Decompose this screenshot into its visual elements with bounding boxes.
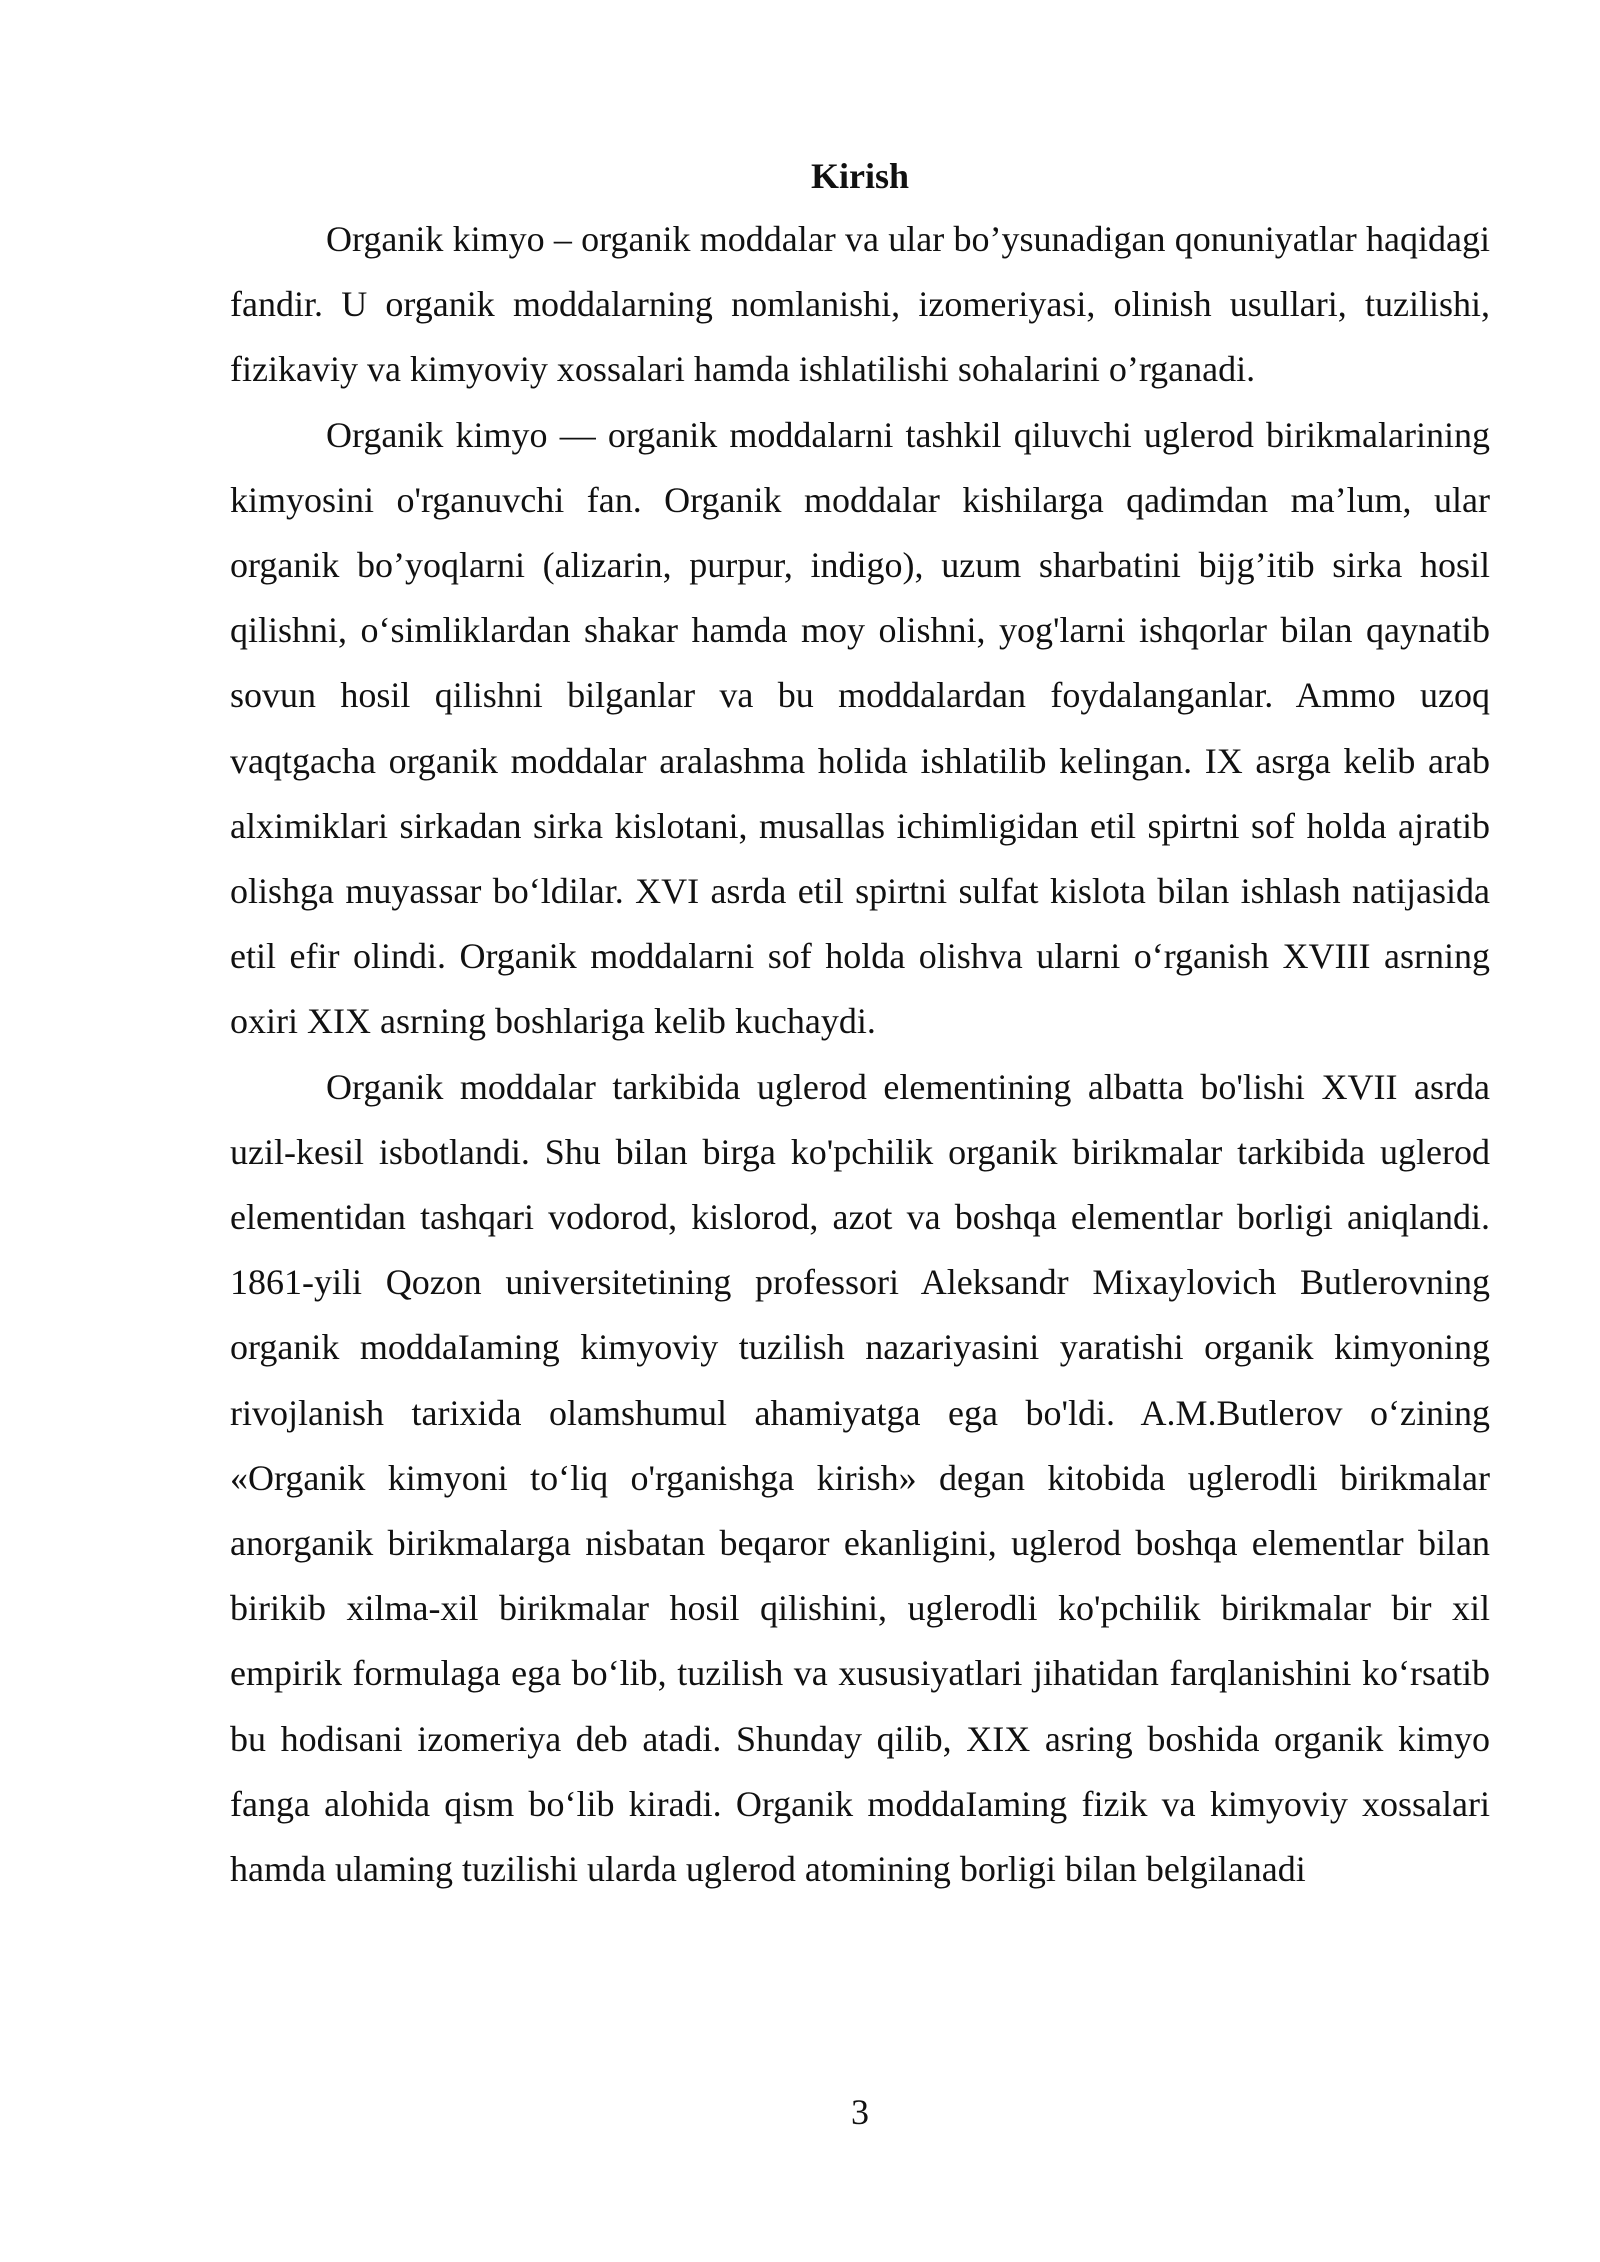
document-page xyxy=(230,0,1490,2262)
paragraph-3: Organik moddalar tarkibida uglerod elementining albatta bo'lishi XVII asrda uzil-kesil isbotlandi. Shu bilan birga ko'pchilik organik birikmalar tarkibida uglerod elementidan tashqari vodorod, kislorod, azot va boshqa elementlar borligi aniqlandi. 1861-yili Qozon universitetining professori Aleksandr Mixaylovich Butlerovning organik moddaIaming kimyoviy tuzilish nazariyasini yaratishi organik kimyoning rivojlanish tarixida olamshumul ahamiyatga ega bo'ldi. A.M.Butlerov o‘zining «Organik kimyoni to‘liq o'rganishga kirish» degan kitobida uglerodli birikmalar anorganik birikmalarga nisbatan beqaror ekanligini, uglerod boshqa elementlar bilan birikib xilma-xil birikmalar hosil qilishini, uglerodli ko'pchilik birikmalar bir xil empirik formulaga ega bo‘lib, tuzilish va xususiyatlari jihatidan farqlanishini ko‘rsatib bu hodisani izomeriya deb atadi. Shunday qilib, XIX asring boshida organik kimyo fanga alohida qism bo‘lib kiradi. Organik moddaIaming fizik va kimyoviy xossalari hamda ulaming tuzilishi ularda uglerod atomining borligi bilan belgilanadi xyxy=(230,1066,1490,1890)
body-text xyxy=(230,207,1490,1902)
paragraph-2: Organik kimyo — organik moddalarni tashkil qiluvchi uglerod birikmalarining kimyosini o'rganuvchi fan. Organik moddalar kishilarga qadimdan ma’lum, ular organik bo’yoqlarni (alizarin, purpur, indigo), uzum sharbatini bijg’itib sirka hosil qilishni, o‘simliklardan shakar hamda moy olishni, yog'larni ishqorlar bilan qaynatib sovun hosil qilishni bilganlar va bu moddalardan foydalanganlar. Ammo uzoq vaqtgacha organik moddalar aralashma holida ishlatilib kelingan. IX asrga kelib arab alximiklari sirkadan sirka kislotani, musallas ichimligidan etil spirtni sof holda ajratib olishga muyassar bo‘ldilar. XVI asrda etil spirtni sulfat kislota bilan ishlash natijasida etil efir olindi. Organik moddalarni sof holda olishva ularni o‘rganish XVIII asrning oxiri XIX asrning boshlariga kelib kuchaydi. xyxy=(230,414,1490,1042)
section-heading: Kirish xyxy=(810,156,909,196)
paragraph-1: Organik kimyo – organik moddalar va ular bo’ysunadigan qonuniyatlar haqidagi fandir. U organik moddalarning nomlanishi, izomeriyasi, olinish usullari, tuzilishi, fizikaviy va kimyoviy xossalari hamda ishlatilishi sohalarini o’rganadi. xyxy=(230,219,1490,390)
page-number: 3 xyxy=(851,2092,869,2132)
